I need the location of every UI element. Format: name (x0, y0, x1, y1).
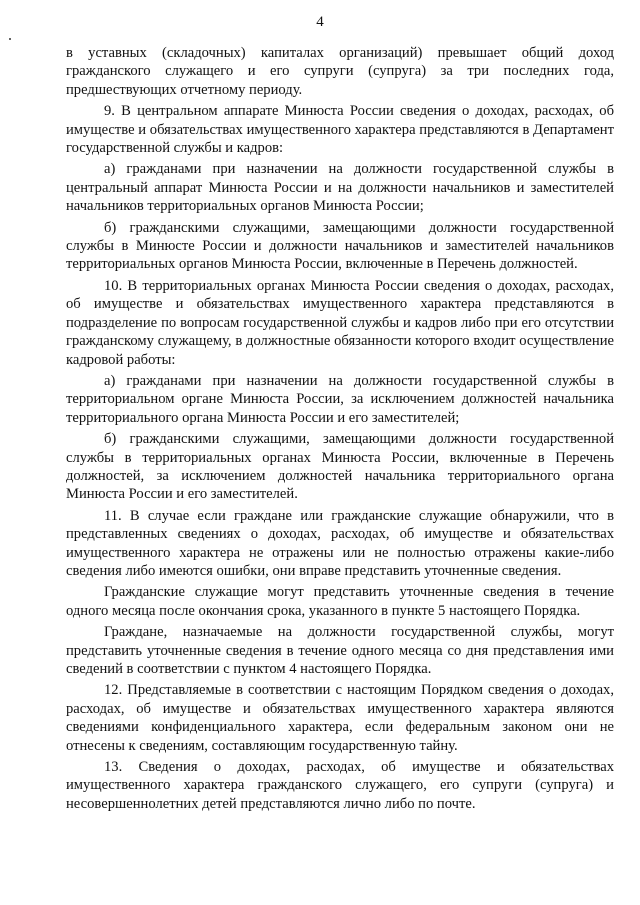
paragraph-item-9: 9. В центральном аппарате Минюста России сведения о доходах, расходах, об имуществе и обязательствах имущественного характера представляются в Департамент государственной службы и кадров: (66, 103, 614, 157)
paragraph-item-10b: б) гражданскими служащими, замещающими должности государственной службы в территориальных органах Минюста России, включенные в Перечень должностей, за исключением должностей начальника территориального органа Минюста России и его заместителей. (66, 431, 614, 503)
paragraph-item-9b: б) гражданскими служащими, замещающими должности государственной службы в Минюсте России и должности начальников и заместителей начальников территориальных органов Минюста России, включенные в Перечень должностей. (66, 219, 614, 273)
paragraph-item-11: 11. В случае если граждане или гражданские служащие обнаружили, что в представленных сведениях о доходах, расходах, об имуществе и обязательствах имущественного характера не отражены или не полностью отражены какие-либо сведения либо имеются ошибки, они вправе представить уточненные сведения. (66, 507, 614, 579)
paragraph-civil-servants: Гражданские служащие могут представить уточненные сведения в течение одного месяца после окончания срока, указанного в пункте 5 настоящего Порядка. (66, 584, 614, 619)
page-number: 4 (316, 14, 324, 30)
paragraph-item-12: 12. Представляемые в соответствии с настоящим Порядком сведения о доходах, расходах, об имуществе и обязательствах имущественного характера являются сведениями конфиденциального характера, если федеральным законом они не отнесены к сведениям, составляющим государственную тайну. (66, 682, 614, 754)
document-body (66, 44, 614, 813)
paragraph-item-10: 10. В территориальных органах Минюста России сведения о доходах, расходах, об имуществе и обязательствах имущественного характера представляются в подразделение по вопросам государственной службы и кадров либо при его отсутствии гражданскому служащему, в должностные обязанности которого входит осуществление кадровой работы: (66, 277, 614, 368)
scan-speck (9, 38, 11, 40)
paragraph-citizens: Граждане, назначаемые на должности государственной службы, могут представить уточненные сведения в течение одного месяца со дня представления ими сведений в соответствии с пунктом 4 настоящего Порядка. (66, 624, 614, 677)
paragraph-item-10a: а) гражданами при назначении на должности государственной службы в территориальном органе Минюста России, за исключением должностей начальника территориального органа Минюста России и его заместителей; (66, 372, 614, 426)
paragraph-item-9a: а) гражданами при назначении на должности государственной службы в центральный аппарат Минюста России и на должности начальников и заместителей начальников территориальных органов Минюста России; (66, 161, 614, 215)
paragraph-continuation: в уставных (складочных) капиталах организаций) превышает общий доход гражданского служащего и его супруги (супруга) за три последних года, предшествующих отчетному периоду. (66, 45, 614, 98)
paragraph-item-13: 13. Сведения о доходах, расходах, об имуществе и обязательствах имущественного характера гражданского служащего, его супруги (супруга) и несовершеннолетних детей представляются лично либо по почте. (66, 759, 614, 812)
